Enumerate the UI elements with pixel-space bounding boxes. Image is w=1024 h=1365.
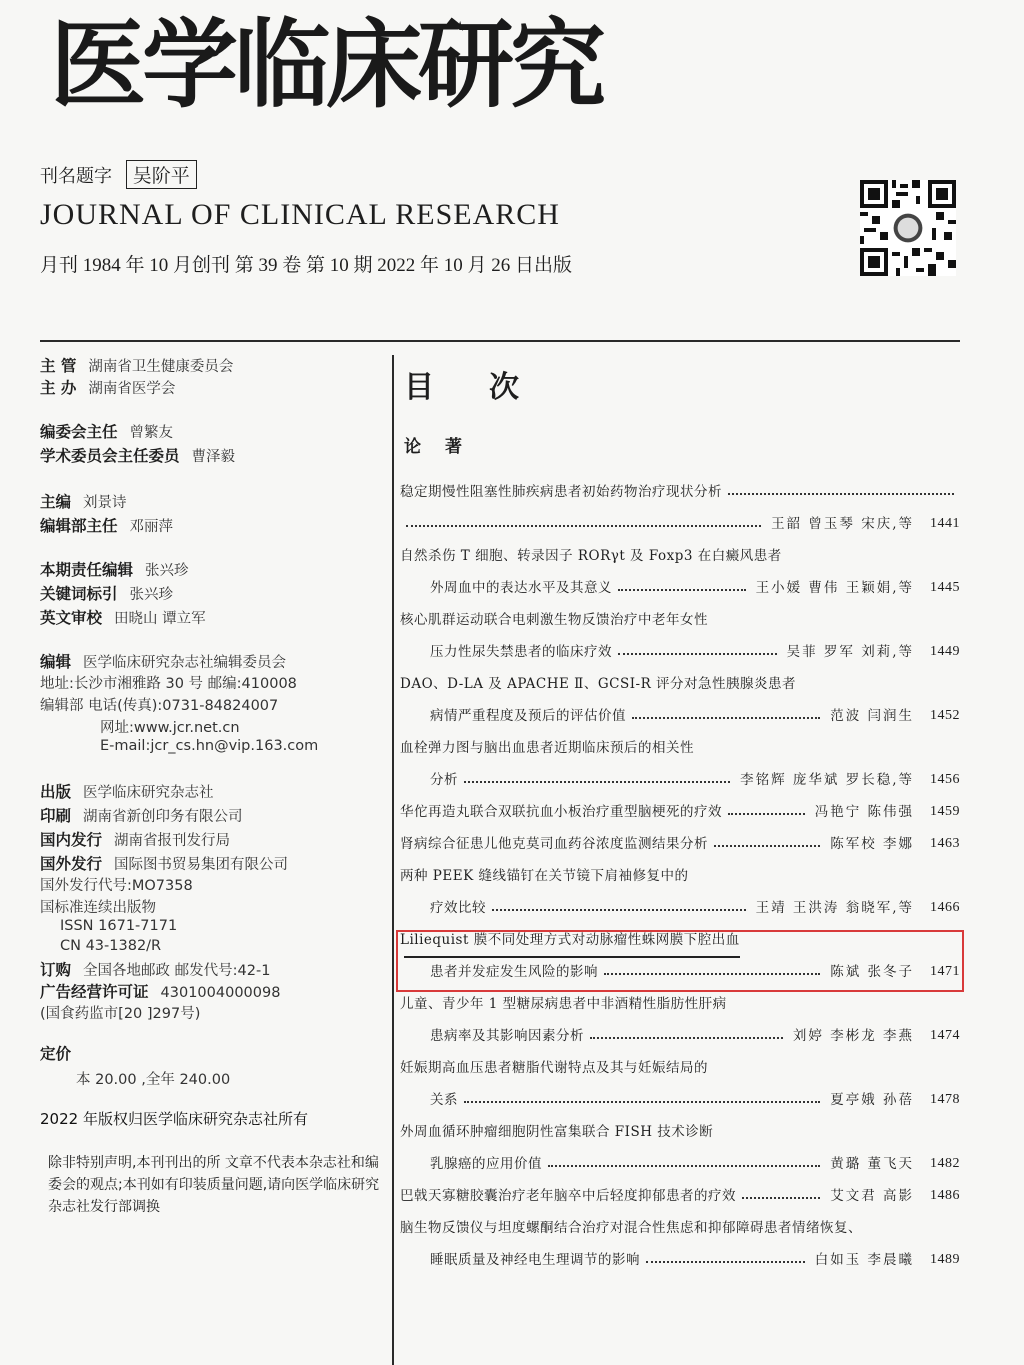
info-key: 学术委员会主任委员 <box>40 447 180 465</box>
info-row <box>60 938 161 954</box>
toc-article-title: 压力性尿失禁患者的临床疗效 <box>430 644 612 660</box>
info-row <box>40 672 297 693</box>
toc-article-title: 患者并发症发生风险的影响 <box>430 964 598 980</box>
info-value: 网址:www.jcr.net.cn <box>100 720 240 736</box>
toc-section-heading: 论著 <box>404 437 486 457</box>
info-value: 曹泽毅 <box>191 449 236 465</box>
info-value: 邓丽萍 <box>129 519 174 535</box>
toc-authors: 范波 闫润生 <box>830 708 914 724</box>
leader-dots <box>728 493 954 495</box>
info-row <box>40 780 214 802</box>
info-key: 定价 <box>40 1045 72 1063</box>
info-key: 主 办 <box>40 379 77 397</box>
toc-article-title: 睡眠质量及神经电生理调节的影响 <box>430 1252 640 1268</box>
title-inscription-label: 刊名题字 <box>40 166 112 187</box>
toc-page-number: 1466 <box>930 900 960 915</box>
toc-line[interactable] <box>400 1150 960 1172</box>
info-value: 本 20.00 ,全年 240.00 <box>76 1072 231 1088</box>
toc-article-title: DAO、D-LA 及 APACHE Ⅱ、GCSI-R 评分对急性胰腺炎患者 <box>400 676 797 692</box>
info-row <box>40 828 230 850</box>
title-underline-mark <box>404 956 740 958</box>
toc-page-number: 1463 <box>930 836 960 851</box>
toc-authors: 夏亭娥 孙蓓 <box>830 1092 914 1108</box>
toc-article-title: Liliequist 膜不同处理方式对动脉瘤性蛛网膜下腔出血 <box>400 932 740 948</box>
leader-dots <box>646 1261 805 1263</box>
info-key: 本期责任编辑 <box>40 561 134 579</box>
toc-line[interactable] <box>400 702 960 724</box>
info-value: 医学临床研究杂志社 <box>83 785 214 801</box>
leader-dots <box>742 1197 820 1199</box>
info-value: 国外发行代号:MO7358 <box>40 878 193 894</box>
toc-article-title: 乳腺癌的应用价值 <box>430 1156 542 1172</box>
info-value: 湖南省报刊发行局 <box>114 833 231 849</box>
info-row <box>40 896 156 917</box>
info-value: 地址:长沙市湘雅路 30 号 邮编:410008 <box>40 676 297 692</box>
info-value: CN 43-1382/R <box>60 938 162 954</box>
toc-line[interactable] <box>400 830 960 852</box>
info-row <box>40 1002 200 1023</box>
toc-authors: 陈军校 李娜 <box>830 836 914 852</box>
info-value: 张兴珍 <box>145 563 189 579</box>
toc-article-title: 患病率及其影响因素分析 <box>430 1028 584 1044</box>
toc-article-title: 两种 PEEK 缝线锚钉在关节镜下肩袖修复中的 <box>400 868 689 884</box>
info-row <box>40 1108 308 1129</box>
toc-page-number: 1471 <box>930 964 960 979</box>
info-row <box>40 558 189 580</box>
issue-info: 月刊 1984 年 10 月创刊 第 39 卷 第 10 期 2022 年 10 月 26 日出版 <box>40 255 573 276</box>
leader-dots <box>464 1101 820 1103</box>
masthead-text: 医学临床研究 <box>50 8 602 118</box>
leader-dots <box>492 909 746 911</box>
toc-authors: 白如玉 李晨曦 <box>814 1252 914 1268</box>
leader-dots <box>632 717 820 719</box>
toc-line[interactable] <box>400 862 960 884</box>
info-row <box>40 490 127 512</box>
toc-article-title: 肾病综合征患儿他克莫司血药谷浓度监测结果分析 <box>400 836 708 852</box>
toc-authors: 黄璐 董飞天 <box>830 1156 914 1172</box>
info-value: (国食药监市[20 ]297号) <box>40 1006 201 1022</box>
toc-authors: 刘婷 李彬龙 李燕 <box>792 1028 914 1044</box>
toc-article-title: 分析 <box>430 772 458 788</box>
info-key: 编辑部主任 <box>40 517 118 535</box>
toc-page-number: 1449 <box>930 644 960 659</box>
toc-page-number: 1459 <box>930 804 960 819</box>
toc-article-title: 外周血循环肿瘤细胞阴性富集联合 FISH 技术诊断 <box>400 1124 714 1140</box>
toc-authors: 吴菲 罗军 刘莉,等 <box>786 644 914 660</box>
toc-authors: 冯艳宁 陈伟强 <box>814 804 914 820</box>
toc-line[interactable] <box>400 1214 960 1236</box>
toc-line[interactable] <box>400 638 960 660</box>
toc-line[interactable] <box>400 894 960 916</box>
info-value: 湖南省新创印务有限公司 <box>83 809 243 825</box>
info-key: 出版 <box>40 783 72 801</box>
info-row <box>40 852 288 874</box>
info-row <box>40 650 286 672</box>
toc-article-title: 华佗再造丸联合双联抗血小板治疗重型脑梗死的疗效 <box>400 804 722 820</box>
toc-authors: 李铭辉 庞华斌 罗长稳,等 <box>740 772 914 788</box>
leader-dots <box>406 525 761 527</box>
info-key: 订购 <box>40 961 72 979</box>
info-row <box>60 918 177 934</box>
toc-article-title: 关系 <box>430 1092 458 1108</box>
info-row <box>40 354 233 376</box>
info-key: 主编 <box>40 493 72 511</box>
info-row <box>40 874 193 895</box>
leader-dots <box>728 813 805 815</box>
toc-page-number: 1445 <box>930 580 960 595</box>
info-value: 曾繁友 <box>129 425 174 441</box>
toc-line[interactable] <box>400 766 960 788</box>
info-row <box>40 420 173 442</box>
toc-article-title: 血栓弹力图与脑出血患者近期临床预后的相关性 <box>400 740 694 756</box>
toc-page-number: 1456 <box>930 772 960 787</box>
info-value: 张兴珍 <box>129 587 174 603</box>
info-value: E-mail:jcr_cs.hn@vip.163.com <box>100 738 319 754</box>
leader-dots <box>714 845 820 847</box>
info-row <box>40 514 173 536</box>
info-value: 田晓山 谭立军 <box>114 611 206 627</box>
toc-page-number: 1478 <box>930 1092 960 1107</box>
info-row <box>76 1068 230 1089</box>
leader-dots <box>464 781 730 783</box>
toc-authors: 王靖 王洪涛 翁晓军,等 <box>755 900 914 916</box>
toc-line[interactable] <box>400 734 960 756</box>
toc-article-title: 核心肌群运动联合电刺激生物反馈治疗中老年女性 <box>400 612 708 628</box>
info-key: 编辑 <box>40 653 72 671</box>
info-key: 广告经营许可证 <box>40 983 149 1001</box>
info-value: ISSN 1671-7171 <box>60 918 178 934</box>
toc-title: 目次 <box>404 370 574 405</box>
journal-english-title: JOURNAL OF CLINICAL RESEARCH <box>40 198 560 231</box>
toc-article-title: 外周血中的表达水平及其意义 <box>430 580 612 596</box>
info-key: 印刷 <box>40 807 72 825</box>
toc-authors: 王小媛 曹伟 王颖娟,等 <box>755 580 914 596</box>
toc-page-number: 1441 <box>930 516 960 531</box>
toc-line[interactable] <box>400 1054 960 1076</box>
disclaimer-note: 除非特别声明,本刊刊出的所 文章不代表本杂志社和编委会的观点;本刊如有印装质量问题,请向医学临床研究杂志社发行部调换 <box>48 1155 380 1215</box>
toc-line[interactable] <box>400 542 960 564</box>
toc-article-title: 妊娠期高血压患者糖脂代谢特点及其与妊娠结局的 <box>400 1060 708 1076</box>
info-value: 4301004000098 <box>160 985 281 1001</box>
info-row <box>40 980 280 1002</box>
header-divider <box>40 340 960 342</box>
toc-line[interactable] <box>400 478 960 500</box>
toc-line[interactable] <box>400 798 960 820</box>
toc-article-title: 脑生物反馈仪与坦度螺酮结合治疗对混合性焦虑和抑郁障碍患者情绪恢复、 <box>400 1220 862 1236</box>
toc-line[interactable] <box>400 670 960 692</box>
info-row <box>40 958 270 980</box>
toc-article-title: 稳定期慢性阻塞性肺疾病患者初始药物治疗现状分析 <box>400 484 722 500</box>
toc-page-number: 1452 <box>930 708 960 723</box>
title-inscription <box>40 160 197 189</box>
info-row <box>40 694 278 715</box>
info-row <box>40 376 175 398</box>
toc-line[interactable] <box>400 990 960 1012</box>
leader-dots <box>618 589 746 591</box>
info-value: 湖南省医学会 <box>88 381 176 397</box>
toc-line[interactable] <box>400 1182 960 1204</box>
info-row <box>100 716 240 737</box>
info-row <box>40 582 173 604</box>
info-key: 国外发行 <box>40 855 103 873</box>
info-key: 主 管 <box>40 357 77 375</box>
toc-article-title: 巴戟天寡糖胶囊治疗老年脑卒中后轻度抑郁患者的疗效 <box>400 1188 736 1204</box>
leader-dots <box>590 1037 783 1039</box>
toc-line[interactable] <box>400 1086 960 1108</box>
column-divider <box>392 355 394 1365</box>
info-key: 关键词标引 <box>40 585 118 603</box>
info-value: 国标准连续出版物 <box>40 900 156 916</box>
leader-dots <box>548 1165 820 1167</box>
qr-code-icon <box>860 180 956 276</box>
toc-article-title: 病情严重程度及预后的评估价值 <box>430 708 626 724</box>
toc-line[interactable] <box>400 510 960 532</box>
toc-page-number: 1474 <box>930 1028 960 1043</box>
toc-page-number: 1489 <box>930 1252 960 1267</box>
highlight-box <box>396 930 964 992</box>
info-row <box>40 1042 83 1064</box>
toc-article-title: 疗效比较 <box>430 900 486 916</box>
info-row <box>40 606 206 628</box>
info-value: 国际图书贸易集团有限公司 <box>114 857 289 873</box>
info-row <box>40 804 243 826</box>
toc-authors: 王韶 曾玉琴 宋庆,等 <box>771 516 914 532</box>
toc-authors: 陈斌 张冬子 <box>830 964 914 980</box>
toc-article-title: 儿童、青少年 1 型糖尿病患者中非酒精性脂肪性肝病 <box>400 996 727 1012</box>
toc-authors: 艾文君 高影 <box>830 1188 914 1204</box>
journal-masthead-calligraphy <box>50 8 610 118</box>
toc-line[interactable] <box>400 1118 960 1140</box>
info-key: 英文审校 <box>40 609 103 627</box>
toc-page-number: 1482 <box>930 1156 960 1171</box>
leader-dots <box>618 653 777 655</box>
info-key: 编委会主任 <box>40 423 118 441</box>
info-value: 编辑部 电话(传真):0731-84824007 <box>40 698 279 714</box>
info-row <box>40 444 235 466</box>
toc-line[interactable] <box>400 1246 960 1268</box>
info-key: 国内发行 <box>40 831 103 849</box>
toc-article-title: 自然杀伤 T 细胞、转录因子 RORγt 及 Foxp3 在白癜风患者 <box>400 548 782 564</box>
calligrapher-name: 吴阶平 <box>126 160 197 189</box>
info-value: 医学临床研究杂志社编辑委员会 <box>83 655 287 671</box>
info-row <box>100 738 318 754</box>
info-value: 刘景诗 <box>83 495 127 511</box>
info-value: 全国各地邮政 邮发代号:42-1 <box>83 963 271 979</box>
toc-line[interactable] <box>400 574 960 596</box>
toc-page-number: 1486 <box>930 1188 960 1203</box>
toc-line[interactable] <box>400 606 960 628</box>
toc-line[interactable] <box>400 1022 960 1044</box>
info-value: 2022 年版权归医学临床研究杂志社所有 <box>40 1110 308 1128</box>
info-value: 湖南省卫生健康委员会 <box>88 359 234 375</box>
